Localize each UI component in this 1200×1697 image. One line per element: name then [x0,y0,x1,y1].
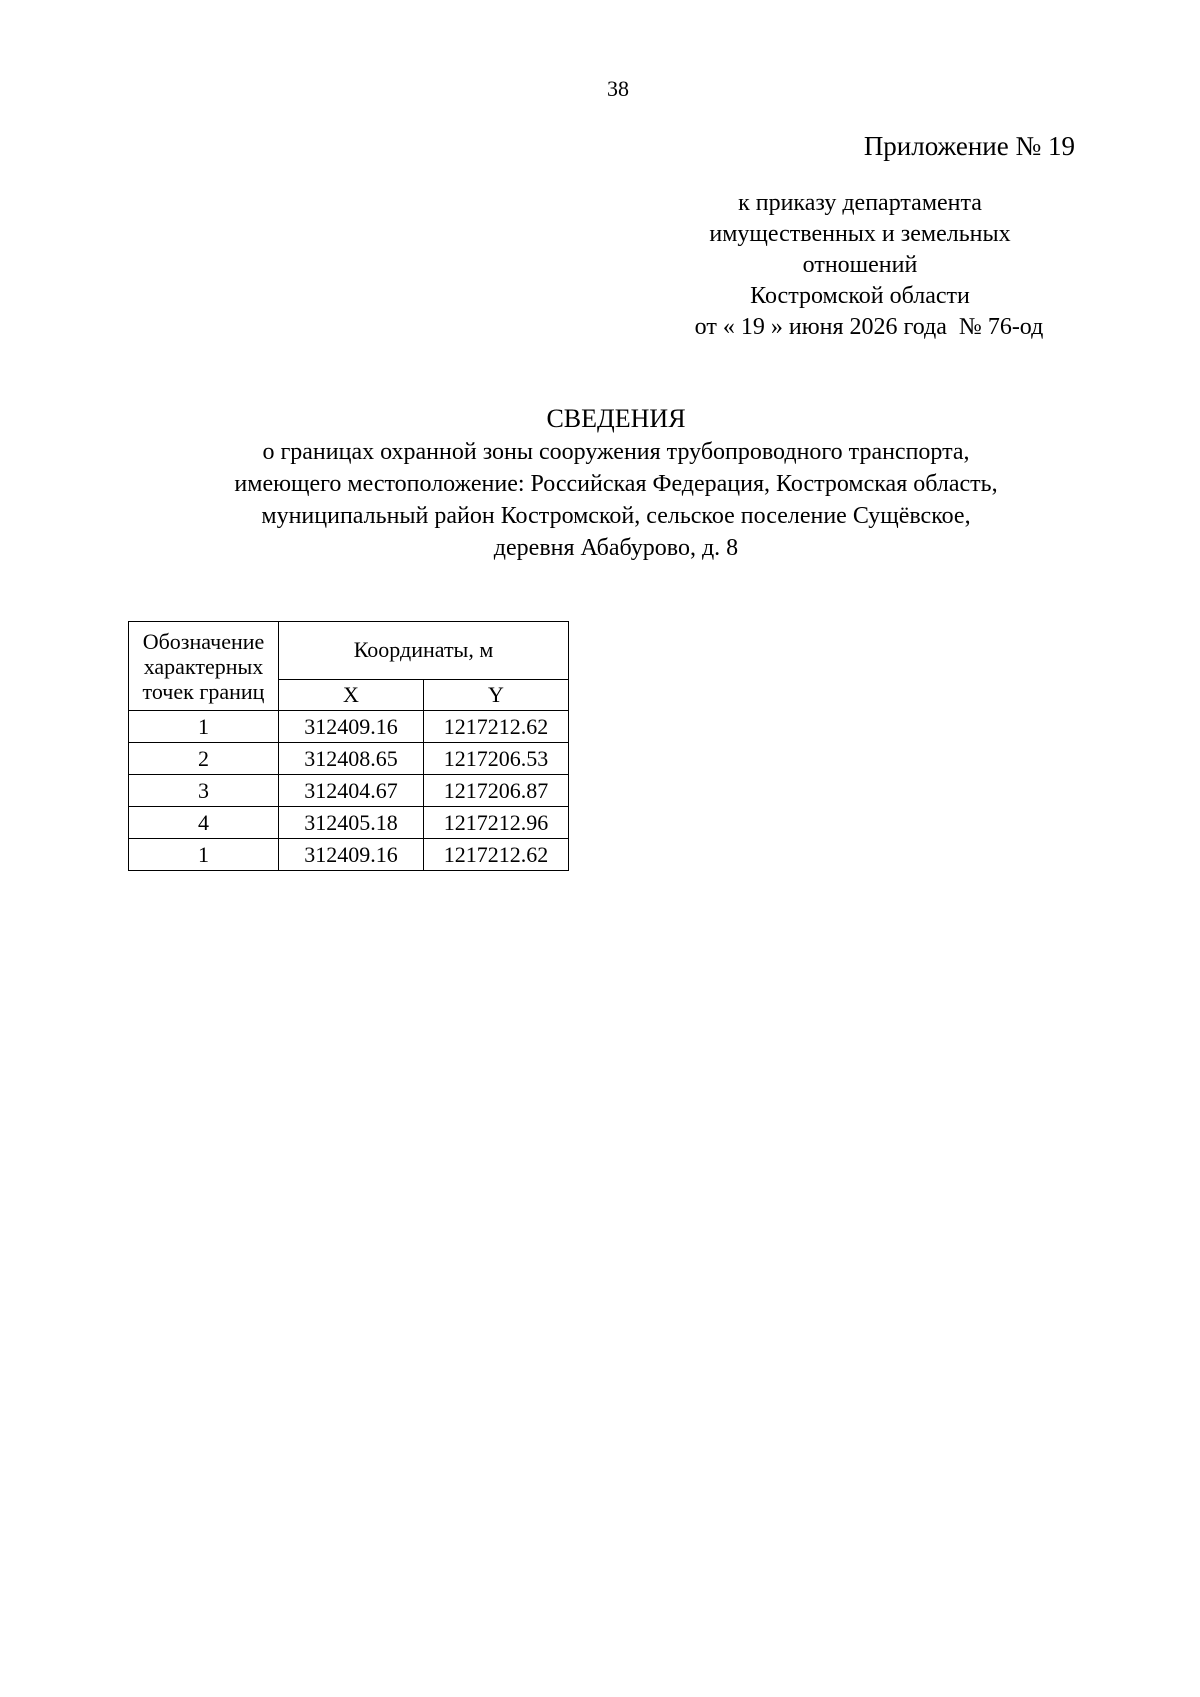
order-line: Костромской области [750,283,970,309]
y-cell: 1217212.62 [424,711,569,743]
point-cell: 1 [129,839,279,871]
order-line: к приказу департамента [738,190,982,216]
x-cell: 312404.67 [279,775,424,807]
x-header: X [279,679,424,710]
x-cell: 312405.18 [279,807,424,839]
table-row [129,839,569,871]
point-cell: 2 [129,743,279,775]
point-label-line: Обозначение [142,628,265,654]
document-title: СВЕДЕНИЯ [546,404,686,433]
heading-line: о границах охранной зоны сооружения трубопроводного транспорта, [262,439,970,465]
table-row [129,775,569,807]
point-label-line: характерных [143,653,264,679]
order-line: имущественных и земельных [709,221,1011,247]
y-cell: 1217212.96 [424,807,569,839]
x-cell: 312409.16 [279,711,424,743]
point-label-header [129,622,279,711]
table-row [129,807,569,839]
order-date-number: от « 19 » июня 2026 года № 76-од [694,314,1044,340]
y-cell: 1217212.62 [424,839,569,871]
y-cell: 1217206.87 [424,775,569,807]
order-line: отношений [802,252,918,278]
y-header: Y [424,679,569,710]
point-label-line: точек границ [142,678,265,704]
coordinates-table [128,621,569,871]
appendix-title: Приложение № 19 [863,131,1075,161]
heading-line: муниципальный район Костромской, сельское поселение Сущёвское, [261,503,971,529]
page-number: 38 [607,76,629,101]
point-cell: 4 [129,807,279,839]
table-row [129,743,569,775]
point-cell: 1 [129,711,279,743]
document-heading [100,402,1132,564]
heading-line: деревня Абабурово, д. 8 [493,535,739,561]
heading-line: имеющего местоположение: Российская Федерация, Костромская область, [234,471,998,497]
y-cell: 1217206.53 [424,743,569,775]
order-reference [620,188,1100,343]
point-cell: 3 [129,775,279,807]
table-row [129,711,569,743]
x-cell: 312408.65 [279,743,424,775]
x-cell: 312409.16 [279,839,424,871]
coordinates-header: Координаты, м [279,622,569,680]
